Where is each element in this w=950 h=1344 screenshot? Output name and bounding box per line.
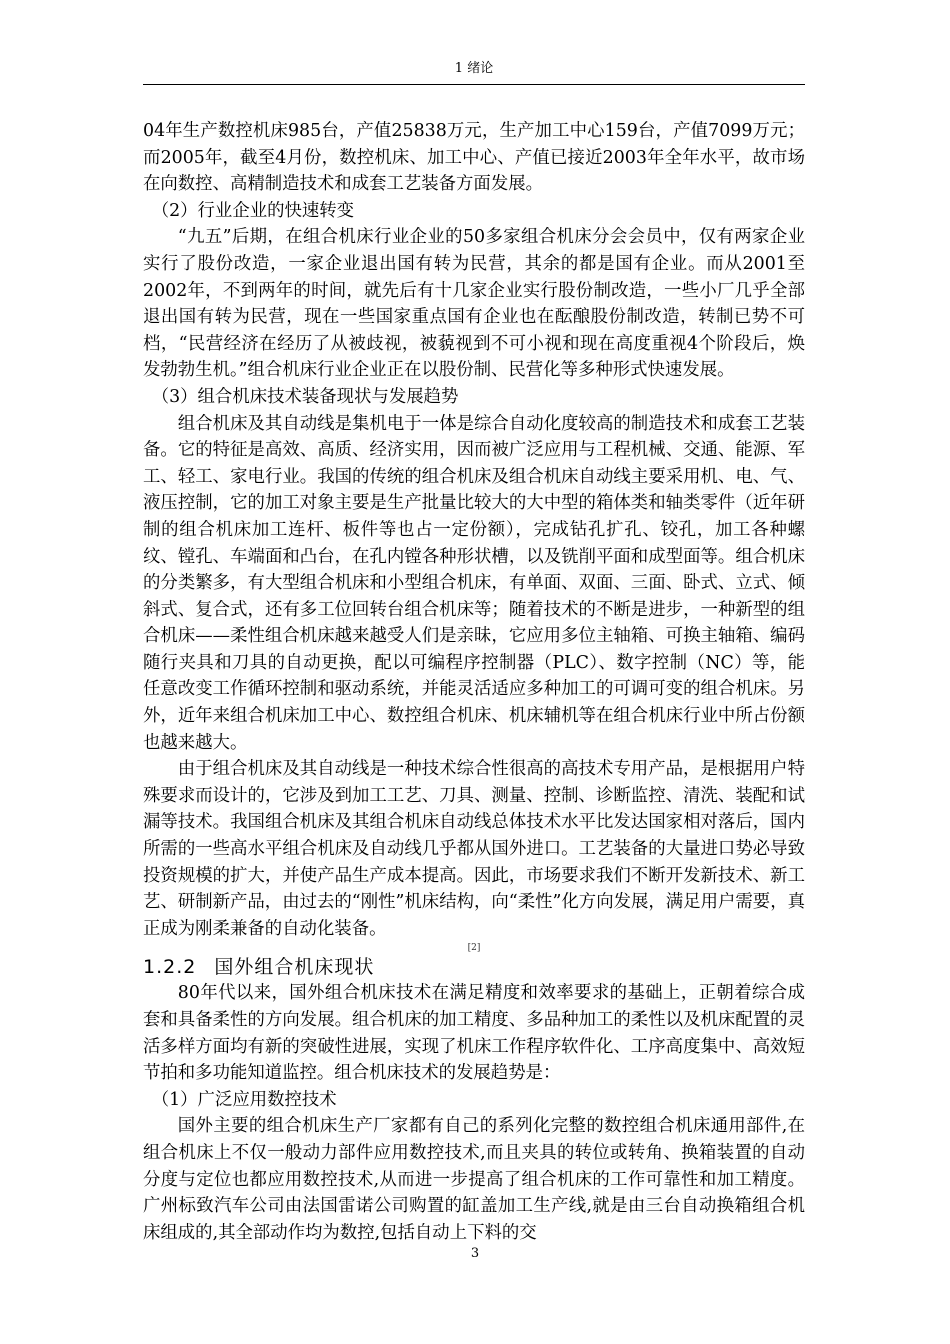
page-number: 3: [470, 1246, 480, 1261]
subheading: （1）广泛应用数控技术: [151, 1089, 337, 1110]
section-title: 国外组合机床现状: [214, 956, 375, 979]
citation-marker: [2]: [467, 943, 481, 954]
subheading: （2）行业企业的快速转变: [151, 200, 355, 221]
running-header: 1 绪论: [454, 61, 494, 76]
section-heading: [143, 954, 805, 980]
paragraph: 国外主要的组合机床生产厂家都有自己的系列化完整的数控组合机床通用部件,在组合机床上不仅一般动力部件应用数控技术,而且夹具的转位或转角、换箱装置的自动分度与定位也都应用数控技术,从而进一步提高了组合机床的工作可靠性和加工精度。广州标致汽车公司由法国雷诺公司购置的缸盖加工生产线,就是由三台自动换箱组合机床组成的,其全部动作均为数控,包括自动上下料的交: [143, 1116, 805, 1243]
section-number: 1.2.2: [143, 956, 197, 979]
header-rule: [143, 84, 805, 85]
subheading: （3）组合机床技术装备现状与发展趋势: [151, 386, 459, 407]
paragraph: “九五”后期，在组合机床行业企业的50多家组合机床分会会员中，仅有两家企业实行了股份改造，一家企业退出国有转为民营，其余的都是国有企业。而从2001至2002年，不到两年的时间，就先后有十几家企业实行股份制改造，一些小厂几乎全部退出国有转为民营，现在一些国家重点国有企业也在酝酿股份制改造，转制已势不可档，“民营经济在经历了从被歧视，被藐视到不可小视和现在高度重视4个阶段后，焕发勃勃生机。”组合机床行业企业正在以股份制、民营化等多种形式快速发展。: [143, 227, 805, 381]
paragraph: 组合机床及其自动线是集机电于一体是综合自动化度较高的制造技术和成套工艺装备。它的特征是高效、高质、经济实用，因而被广泛应用与工程机械、交通、能源、军工、轻工、家电行业。我国的传统的组合机床及组合机床自动线主要采用机、电、气、液压控制，它的加工对象主要是生产批量比较大的大中型的箱体类和轴类零件（近年研制的组合机床加工连杆、板件等也占一定份额），完成钻孔扩孔、铰孔，加工各种螺纹、镗孔、车端面和凸台，在孔内镗各种形状槽，以及铣削平面和成型面等。组合机床的分类繁多，有大型组合机床和小型组合机床，有单面、双面、三面、卧式、立式、倾斜式、复合式，还有多工位回转台组合机床等；随着技术的不断是进步，一种新型的组合机床——柔性组合机床越来越受人们是亲昧，它应用多位主轴箱、可换主轴箱、编码随行夹具和刀具的自动更换，配以可编程序控制器（PLC）、数字控制（NC）等，能任意改变工作循环控制和驱动系统，并能灵活适应多种加工的可调可变的组合机床。另外，近年来组合机床加工中心、数控组合机床、机床辅机等在组合机床行业中所占份额也越来越大。: [143, 413, 805, 753]
paragraph: 由于组合机床及其自动线是一种技术综合性很高的高技术专用产品，是根据用户特殊要求而设计的，它涉及到加工工艺、刀具、测量、控制、诊断监控、清洗、装配和试漏等技术。我国组合机床及其组合机床自动线总体技术水平比发达国家相对落后，国内所需的一些高水平组合机床及自动线几乎都从国外进口。工艺装备的大量进口势必导致投资规模的扩大，并使产品生产成本提高。因此，市场要求我们不断开发新技术、新工艺、研制新产品，由过去的“刚性”机床结构，向“柔性”化方向发展，满足用户需要，真正成为刚柔兼备的自动化装备。: [143, 759, 805, 939]
paragraph: 80年代以来，国外组合机床技术在满足精度和效率要求的基础上，正朝着综合成套和具备柔性的方向发展。组合机床的加工精度、多品种加工的柔性以及机床配置的灵活多样方面均有新的突破性进展，实现了机床工作程序软件化、工序高度集中、高效短节拍和多功能知道监控。组合机床技术的发展趋势是：: [143, 983, 805, 1084]
page-body: [143, 118, 805, 1246]
paragraph: 04年生产数控机床985台，产值25838万元，生产加工中心159台，产值7099万元；而2005年，截至4月份，数控机床、加工中心、产值已接近2003年全年水平，故市场在向数控、高精制造技术和成套工艺装备方面发展。: [143, 121, 805, 195]
